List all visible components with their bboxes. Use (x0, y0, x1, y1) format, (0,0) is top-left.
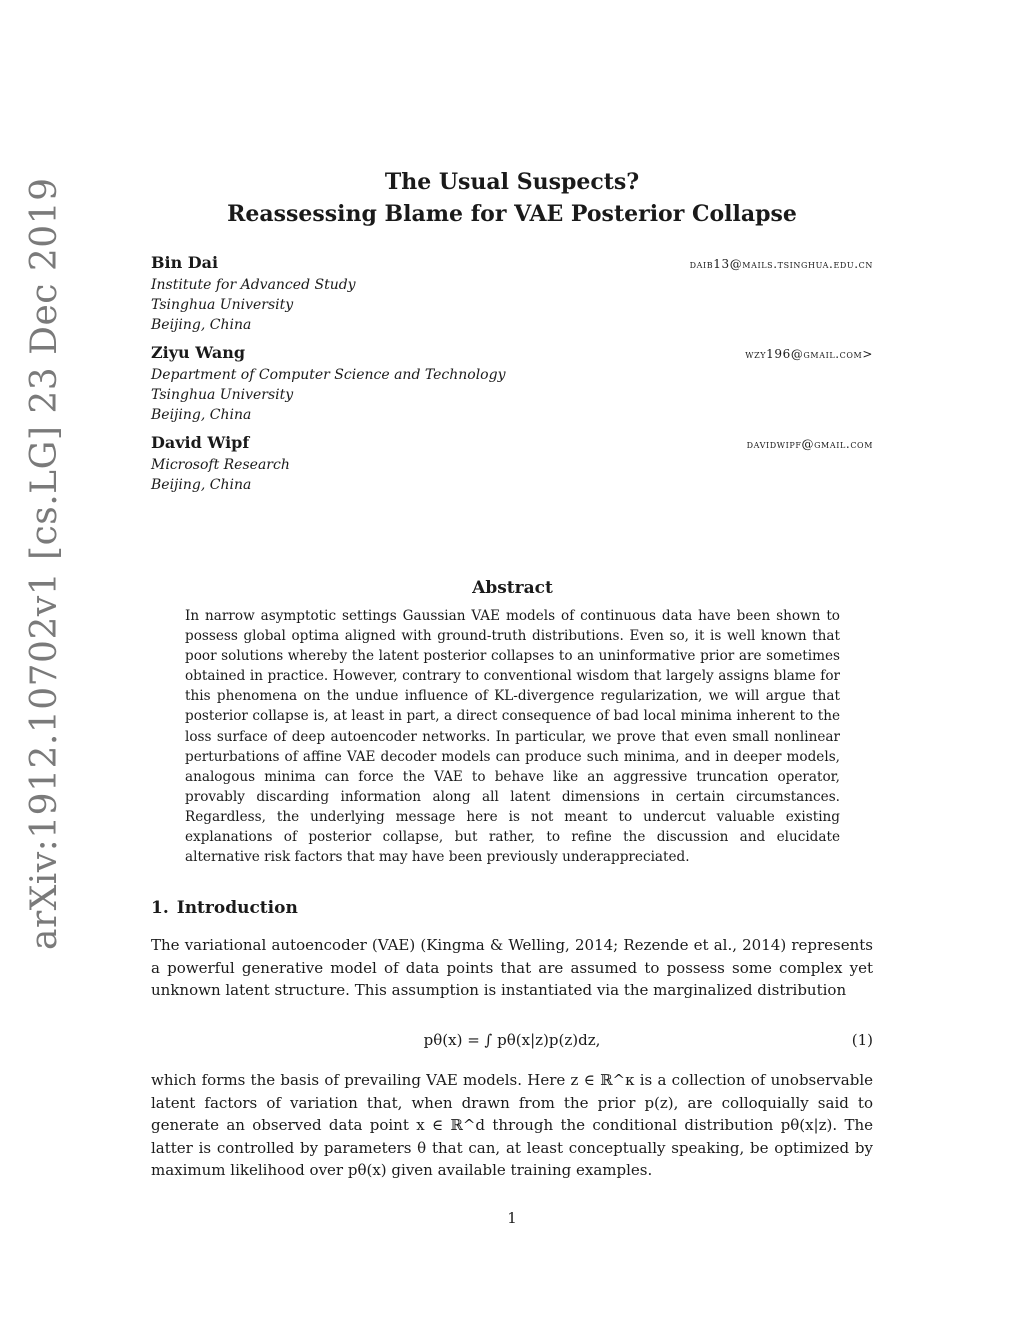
author-affiliation-line: Beijing, China (151, 477, 252, 493)
author-affiliation-line: Tsinghua University (151, 297, 294, 313)
author-email: daib13@mails.tsinghua.edu.cn (689, 257, 873, 271)
author-affiliation-line: Microsoft Research (151, 457, 290, 473)
intro-paragraph-2: which forms the basis of prevailing VAE models. Here z ∈ ℝ^κ is a collection of unobservable latent factors of variation that, when drawn from the prior p(z), are colloquially said to generate an observed data point x ∈ ℝ^d through the conditional distribution pθ(x|z). The latter is controlled by parameters θ that can, at least conceptually speaking, be optimized by maximum likelihood over pθ(x) given available training examples. (151, 1071, 873, 1179)
author-name: Bin Dai (151, 253, 219, 272)
intro-paragraph-1: The variational autoencoder (VAE) (Kingma & Welling, 2014; Rezende et al., 2014) represents a powerful generative model of data points that are assumed to possess some complex yet unknown latent structure. This assumption is instantiated via the marginalized distribution (151, 936, 873, 999)
author-affiliation-line: Beijing, China (151, 407, 252, 423)
author-name: David Wipf (151, 433, 250, 452)
equation-body: pθ(x) = ∫ pθ(x|z)p(z)dz, (423, 1031, 601, 1049)
author-affiliation-line: Institute for Advanced Study (151, 277, 356, 293)
title-line-1: The Usual Suspects? (384, 169, 640, 195)
page-number: 1 (507, 1209, 517, 1227)
abstract-section (185, 578, 840, 867)
abstract-heading: Abstract (472, 578, 553, 598)
author-block (151, 433, 873, 495)
author-affiliation-line: Department of Computer Science and Technology (151, 367, 506, 383)
section-heading (151, 898, 298, 918)
equation-1 (151, 1031, 873, 1055)
author-block (151, 343, 873, 425)
abstract-text: In narrow asymptotic settings Gaussian VAE models of continuous data have been shown to possess global optima aligned with ground-truth distributions. Even so, it is well known that poor solutions whereby the latent posterior collapses to an uninformative prior are sometimes obtained in practice. However, contrary to conventional wisdom that largely assigns blame for this phenomena on the undue influence of KL-divergence regularization, we will argue that posterior collapse is, at least in part, a direct consequence of bad local minima inherent to the loss surface of deep autoencoder networks. In particular, we prove that even small nonlinear perturbations of affine VAE decoder models can produce such minima, and in deeper models, analogous minima can force the VAE to behave like an aggressive truncation operator, provably discarding information along all latent dimensions in certain circumstances. Regardless, the underlying message here is not meant to undercut valuable existing explanations of posterior collapse, but rather, to refine the discussion and elucidate alternative risk factors that may have been previously underappreciated. (185, 608, 840, 866)
author-affiliation-line: Beijing, China (151, 317, 252, 333)
author-email: wzy196@gmail.com> (745, 347, 873, 361)
equation-number: (1) (851, 1031, 873, 1049)
author-affiliation-line: Tsinghua University (151, 387, 294, 403)
author-name: Ziyu Wang (151, 343, 246, 362)
arxiv-identifier: arXiv:1912.10702v1 [cs.LG] 23 Dec 2019 (24, 177, 65, 950)
paper-title (150, 166, 874, 230)
author-email: davidwipf@gmail.com (746, 437, 873, 451)
section-title: Introduction (176, 898, 298, 918)
author-block (151, 253, 873, 335)
title-line-2: Reassessing Blame for VAE Posterior Collapse (227, 201, 797, 227)
section-number: 1. (151, 898, 169, 918)
author-list (151, 253, 873, 503)
